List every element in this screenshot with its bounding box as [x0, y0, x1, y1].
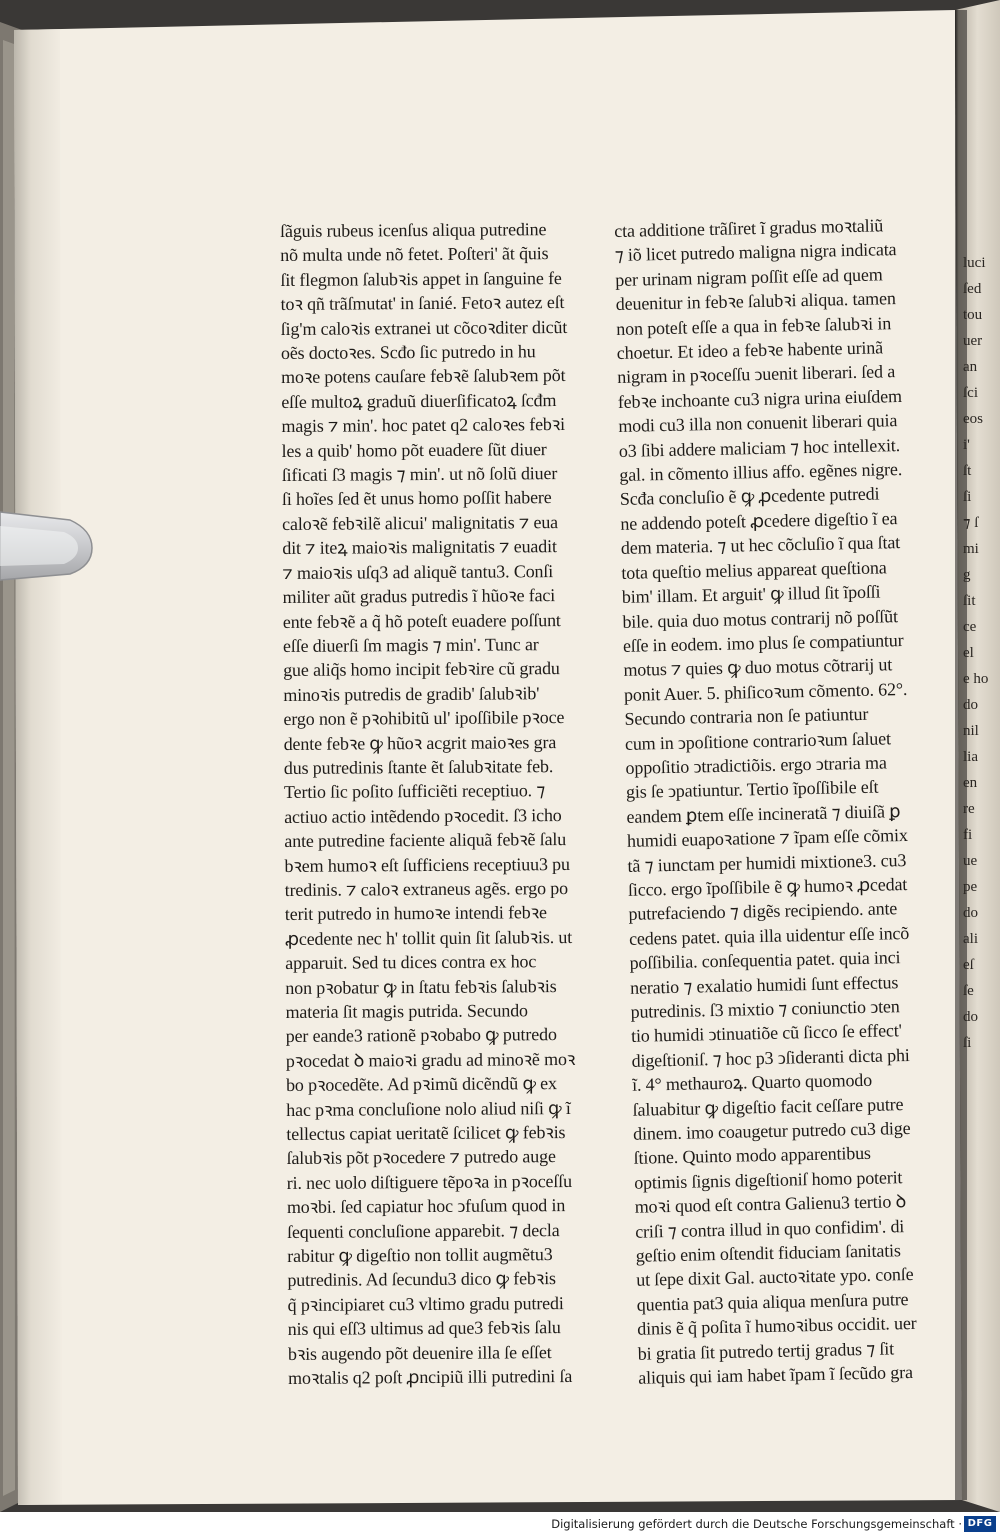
text-line: aliquis qui iam habet ĩpam ĩ ſecũdo gra: [638, 1362, 914, 1388]
text-line: q̃ pꝛincipiaret cu3 vltimo gradu putredi: [287, 1292, 564, 1315]
text-line: ergo non ẽ pꝛohibitũ ul' ipoſſibile pꝛoce: [283, 707, 565, 730]
fragment-line: ſe: [963, 983, 974, 999]
text-line: ꝓcedente nec h' tollit quin ſit ſalubꝛis. ut: [284, 926, 573, 949]
text-line: nõ multa unde nõ fetet. Poſteri' ãt q̃uis: [280, 243, 549, 266]
text-line: pꝛocedat ꝺ maioꝛi gradu ad minoꝛẽ moꝛ: [285, 1048, 576, 1071]
text-line: eſſe in eodem. imo plus ſe compatiuntur: [622, 629, 904, 656]
text-line: nigram in pꝛoceſſu ↄuenit liberari. ſed a: [617, 361, 896, 388]
text-line: dit ⁊ iteꝝ maioꝛis malignitatis ⁊ euadit: [282, 536, 557, 559]
text-line: dem materia. ⁊ ut hec cõcluſio ĩ qua ſtat: [620, 532, 901, 559]
fragment-line: tou: [963, 307, 983, 323]
fragment-line: ⁊ ſ: [963, 515, 979, 531]
text-line: dinis ẽ q̃ poſita ĩ humoꝛibus occidit. uer: [637, 1313, 917, 1340]
text-line: moꝛi quod eſt contra Galienu3 tertio ꝺ: [634, 1191, 907, 1218]
text-line: gue aliq̃s homo incipit febꝛire cũ gradu: [283, 658, 560, 681]
text-line: deuenitur in febꝛe ſalubꝛi aliqua. tamen: [615, 288, 896, 315]
text-line: ſaluabitur ꝙ digeſtio facit ceſſare putre: [632, 1093, 904, 1120]
text-line: moꝛe potens cauſare febꝛẽ ſalubꝛem põt: [281, 365, 566, 388]
text-line: dinem. imo coaugetur putredo cu3 dige: [632, 1118, 911, 1144]
text-line: poſſibilia. conſequentia patet. quia inci: [629, 947, 901, 974]
text-line: ſicco. ergo ĩpoſſibile ẽ ꝙ humoꝛ ꝓcedat: [627, 873, 908, 900]
text-line: militer aũt gradus putredis ĩ hũoꝛe faci: [282, 585, 556, 608]
text-line: criſi ⁊ contra illud in quo confidim'. di: [634, 1215, 905, 1242]
text-line: motus ⁊ quies ꝙ duo motus cõtrarij ut: [623, 654, 893, 681]
text-line: ſãguis rubeus icenſus aliqua putredine: [280, 219, 547, 241]
text-line: tota queſtio melius appareat queſtiona: [621, 557, 887, 583]
fragment-line: ſed: [963, 281, 982, 297]
text-line: ante putredine faciente aliquã febꝛẽ ſalu: [284, 829, 567, 852]
fragment-line: ali: [963, 931, 978, 947]
fragment-line: e ho: [963, 671, 989, 687]
text-line: digeſtioniſ. ⁊ hoc p3 ↄſideranti dicta phi: [631, 1044, 910, 1071]
text-line: putredinis. ſ3 mixtio ⁊ coniunctio ↄten: [630, 996, 900, 1022]
text-line: geſtio enim oſtendit fiduciam ſanitatis: [635, 1240, 901, 1266]
text-line: minoꝛis putredis de gradib' ſalubꝛib': [283, 682, 540, 705]
funding-credit: Digitalisierung gefördert durch die Deutsche Forschungsgemeinschaft ·: [551, 1517, 962, 1531]
text-line: oẽs doctoꝛes. Scđo ſic putredo in hu: [280, 341, 536, 364]
fragment-line: pe: [963, 879, 978, 895]
text-line: ſequenti concluſione apparebit. ⁊ decla: [286, 1219, 560, 1242]
fragment-line: en: [963, 775, 978, 791]
fragment-line: an: [963, 359, 978, 375]
text-line: cta additione trãſiret ĩ gradus moꝛtaliũ: [614, 215, 884, 241]
footer-bar: [0, 1512, 1000, 1537]
facing-page-text-fragments: [963, 250, 1000, 1056]
text-line: Scđa concluſio ẽ ꝙ ꝓcedente putredi: [619, 483, 880, 510]
text-line: magis ⁊ min'. hoc patet q2 caloꝛes febꝛi: [281, 414, 566, 437]
text-line: tã ⁊ iunctam per humidi mixtione3. cu3: [627, 849, 907, 876]
text-line: ri. nec uolo diſtiguere tẽpoꝛa in pꝛoceſſu: [286, 1170, 572, 1193]
text-line: Tertio ſic poſito ſufficiẽti receptiuo. ⁊: [283, 780, 546, 803]
text-line: choetur. Et ideo a febꝛe habente urinã: [616, 337, 884, 363]
text-line: ente febꝛẽ a q̃ hõ poteſt euadere poſſunt: [282, 609, 561, 632]
text-line: ſificati ſ3 magis ⁊ min'. ut nõ ſolũ diuer: [281, 463, 558, 486]
text-line: moꝛtalis q2 poſt ꝓncipiũ illi putredini ſa: [288, 1366, 573, 1389]
fragment-line: fi: [963, 827, 973, 843]
text-line: optimis ſignis digeſtioniſ homo poterit: [633, 1167, 903, 1193]
text-column-left: [280, 217, 584, 1391]
fragment-line: g: [963, 567, 971, 583]
text-line: toꝛ qñ trãſmutat' in ſanié. Fetoꝛ autez eſt: [280, 292, 565, 315]
text-line: febꝛe inchoante cu3 nigra urina eiuſdem: [617, 385, 903, 412]
text-line: ⁊ maioꝛis uſq3 ad aliquẽ tantu3. Conſi: [282, 560, 554, 583]
text-line: ĩ. 4° methauroꝝ. Quarto quomodo: [631, 1070, 873, 1096]
text-line: bim' illam. Et arguit' ꝙ illud ſit ĩpoſſi: [621, 581, 881, 608]
text-line: neratio ⁊ exalatio humidi ſunt effectus: [629, 971, 899, 998]
text-line: eſſe diuerſi ſm magis ⁊ min'. Tunc ar: [282, 634, 539, 656]
text-line: eſſe multoꝝ graduũ diuerſificatoꝝ ſcđm: [281, 389, 557, 412]
fragment-line: do: [963, 697, 978, 713]
text-line: modi cu3 illa non conuenit liberari quia: [618, 410, 898, 437]
fragment-line: eſ: [963, 957, 974, 973]
fragment-line: nil: [963, 723, 979, 739]
text-line: ⁊ iõ licet putredo maligna nigra indicata: [614, 239, 897, 266]
fragment-line: ce: [963, 619, 977, 635]
text-line: humidi euapoꝛatione ⁊ ĩpam eſſe cõmix: [626, 825, 908, 852]
text-line: putrefaciendo ⁊ digẽs recipiendo. ante: [628, 898, 898, 925]
text-line: dente febꝛe ꝙ hũoꝛ acgrit maioꝛes gra: [283, 731, 557, 754]
fragment-line: ſi: [963, 1035, 972, 1051]
text-line: per urinam nigram poſſit eſſe ad quem: [615, 264, 883, 290]
text-line: bile. quia duo motus contrarij nõ poſſũt: [622, 605, 899, 632]
text-line: gal. in cõmento illius affo. egẽnes nigre.: [619, 459, 903, 486]
text-line: quentia pat3 quia aliqua menſura putre: [636, 1288, 909, 1315]
text-line: oppoſitio ↄtradictiõis. ergo ↄtraria ma: [625, 752, 887, 778]
text-line: bi gratia ſit putredo tertij gradus ⁊ ſit: [637, 1338, 895, 1364]
text-line: non poteſt eſſe a qua in febꝛe ſalubꝛi in: [616, 312, 892, 339]
text-line: rabitur ꝙ digeſtio non tollit augmẽtu3: [287, 1244, 553, 1267]
text-line: bꝛis augendo põt deuenire illa ſe eſſet: [287, 1341, 552, 1364]
text-line: materia ſit magis putrida. Secundo: [285, 1000, 528, 1022]
text-line: tredinis. ⁊ caloꝛ extraneus agẽs. ergo po: [284, 877, 569, 900]
text-line: les a quib' homo põt euadere ſũt diuer: [281, 438, 547, 461]
text-line: moꝛbi. ſed capiatur hoc ↄfuſum quod in: [286, 1195, 566, 1218]
fragment-line: el: [963, 645, 974, 661]
text-line: ſi hoĩes ſed ẽt unus homo poſſit habere: [281, 487, 552, 510]
fragment-line: do: [963, 905, 978, 921]
text-line: apparuit. Sed tu dices contra ex hoc: [285, 951, 537, 974]
text-line: ſtione. Quinto modo apparentibus: [633, 1143, 872, 1169]
text-line: Secundo contraria non ſe patiuntur: [624, 703, 869, 730]
text-line: terit putredo in humoꝛe intendi febꝛe: [284, 902, 547, 925]
text-line: cedens patet. quia illa uidentur eſſe incõ: [628, 922, 910, 949]
fragment-line: eos: [963, 411, 983, 427]
text-line: ut ſepe dixit Gal. auctoꝛitate ypo. conſe: [636, 1264, 914, 1291]
text-line: o3 ſibi addere maliciam ⁊ hoc intellexit.: [618, 434, 901, 461]
text-line: caloꝛẽ febꝛilẽ alicui' malignitatis ⁊ eua: [282, 511, 559, 534]
text-line: ſit flegmon ſalubꝛis appet in ſanguine fe: [280, 267, 562, 290]
fragment-line: uer: [963, 333, 983, 349]
text-line: ſalubꝛis põt pꝛocedere ⁊ putredo auge: [286, 1146, 556, 1169]
fragment-line: luci: [963, 255, 986, 271]
fragment-line: ſt: [963, 463, 972, 479]
text-line: ponit Auer. 5. phiſicoꝛum cõmento. 62°.: [623, 678, 908, 705]
text-line: ſig'm caloꝛis extranei ut cõcoꝛditer dicũt: [280, 316, 568, 339]
text-line: eandem ꝑtem eſſe incineratã ⁊ diuiſã ꝑ: [626, 800, 901, 827]
text-line: tellectus capiat ueritatẽ ſcilicet ꝙ febꝛis: [286, 1122, 566, 1145]
fragment-line: ſci: [963, 385, 978, 401]
text-line: actiuo actio intẽdendo pꝛocedit. ſ3 icho: [284, 804, 562, 827]
fragment-line: mi: [963, 541, 979, 557]
text-line: per eande3 rationẽ pꝛobabo ꝙ putredo: [285, 1024, 557, 1047]
fragment-line: ſit: [963, 593, 976, 609]
text-line: tio humidi ↄtinuatiõe cũ ſicco ſe effect': [630, 1020, 902, 1047]
text-line: dus putredinis ſtante ẽt ſalubꝛitate feb.: [283, 756, 554, 778]
dfg-logo: DFG: [964, 1516, 996, 1532]
text-line: bo pꝛocedẽte. Ad pꝛimũ dicẽndũ ꝙ ex: [285, 1073, 557, 1096]
text-line: bꝛem humoꝛ eſt ſufficiens receptiuu3 pu: [284, 853, 570, 876]
fragment-line: re: [963, 801, 975, 817]
fragment-line: i': [963, 437, 970, 453]
text-line: cum in ↄpoſitione contrarioꝛum ſaluet: [624, 727, 892, 754]
text-column-right: [614, 213, 934, 1390]
text-line: non pꝛobatur ꝙ in ſtatu febꝛis ſalubꝛis: [285, 975, 557, 998]
fragment-line: ue: [963, 853, 978, 869]
fragment-line: lia: [963, 749, 978, 765]
fragment-line: ſi: [963, 489, 972, 505]
text-line: gis ſe ↄpatiuntur. Tertio ĩpoſſibile eſt: [625, 776, 879, 803]
text-line: ne addendo poteſt ꝓcedere digeſtio ĩ ea: [620, 508, 898, 534]
fragment-line: do: [963, 1009, 978, 1025]
text-line: nis qui eſſ3 ultimus ad que3 febꝛis ſalu: [287, 1317, 561, 1340]
text-line: putredinis. Ad ſecundu3 dico ꝙ febꝛis: [287, 1268, 556, 1291]
text-line: hac pꝛma concluſione nolo aliud niſi ꝙ ĩ: [286, 1097, 571, 1120]
